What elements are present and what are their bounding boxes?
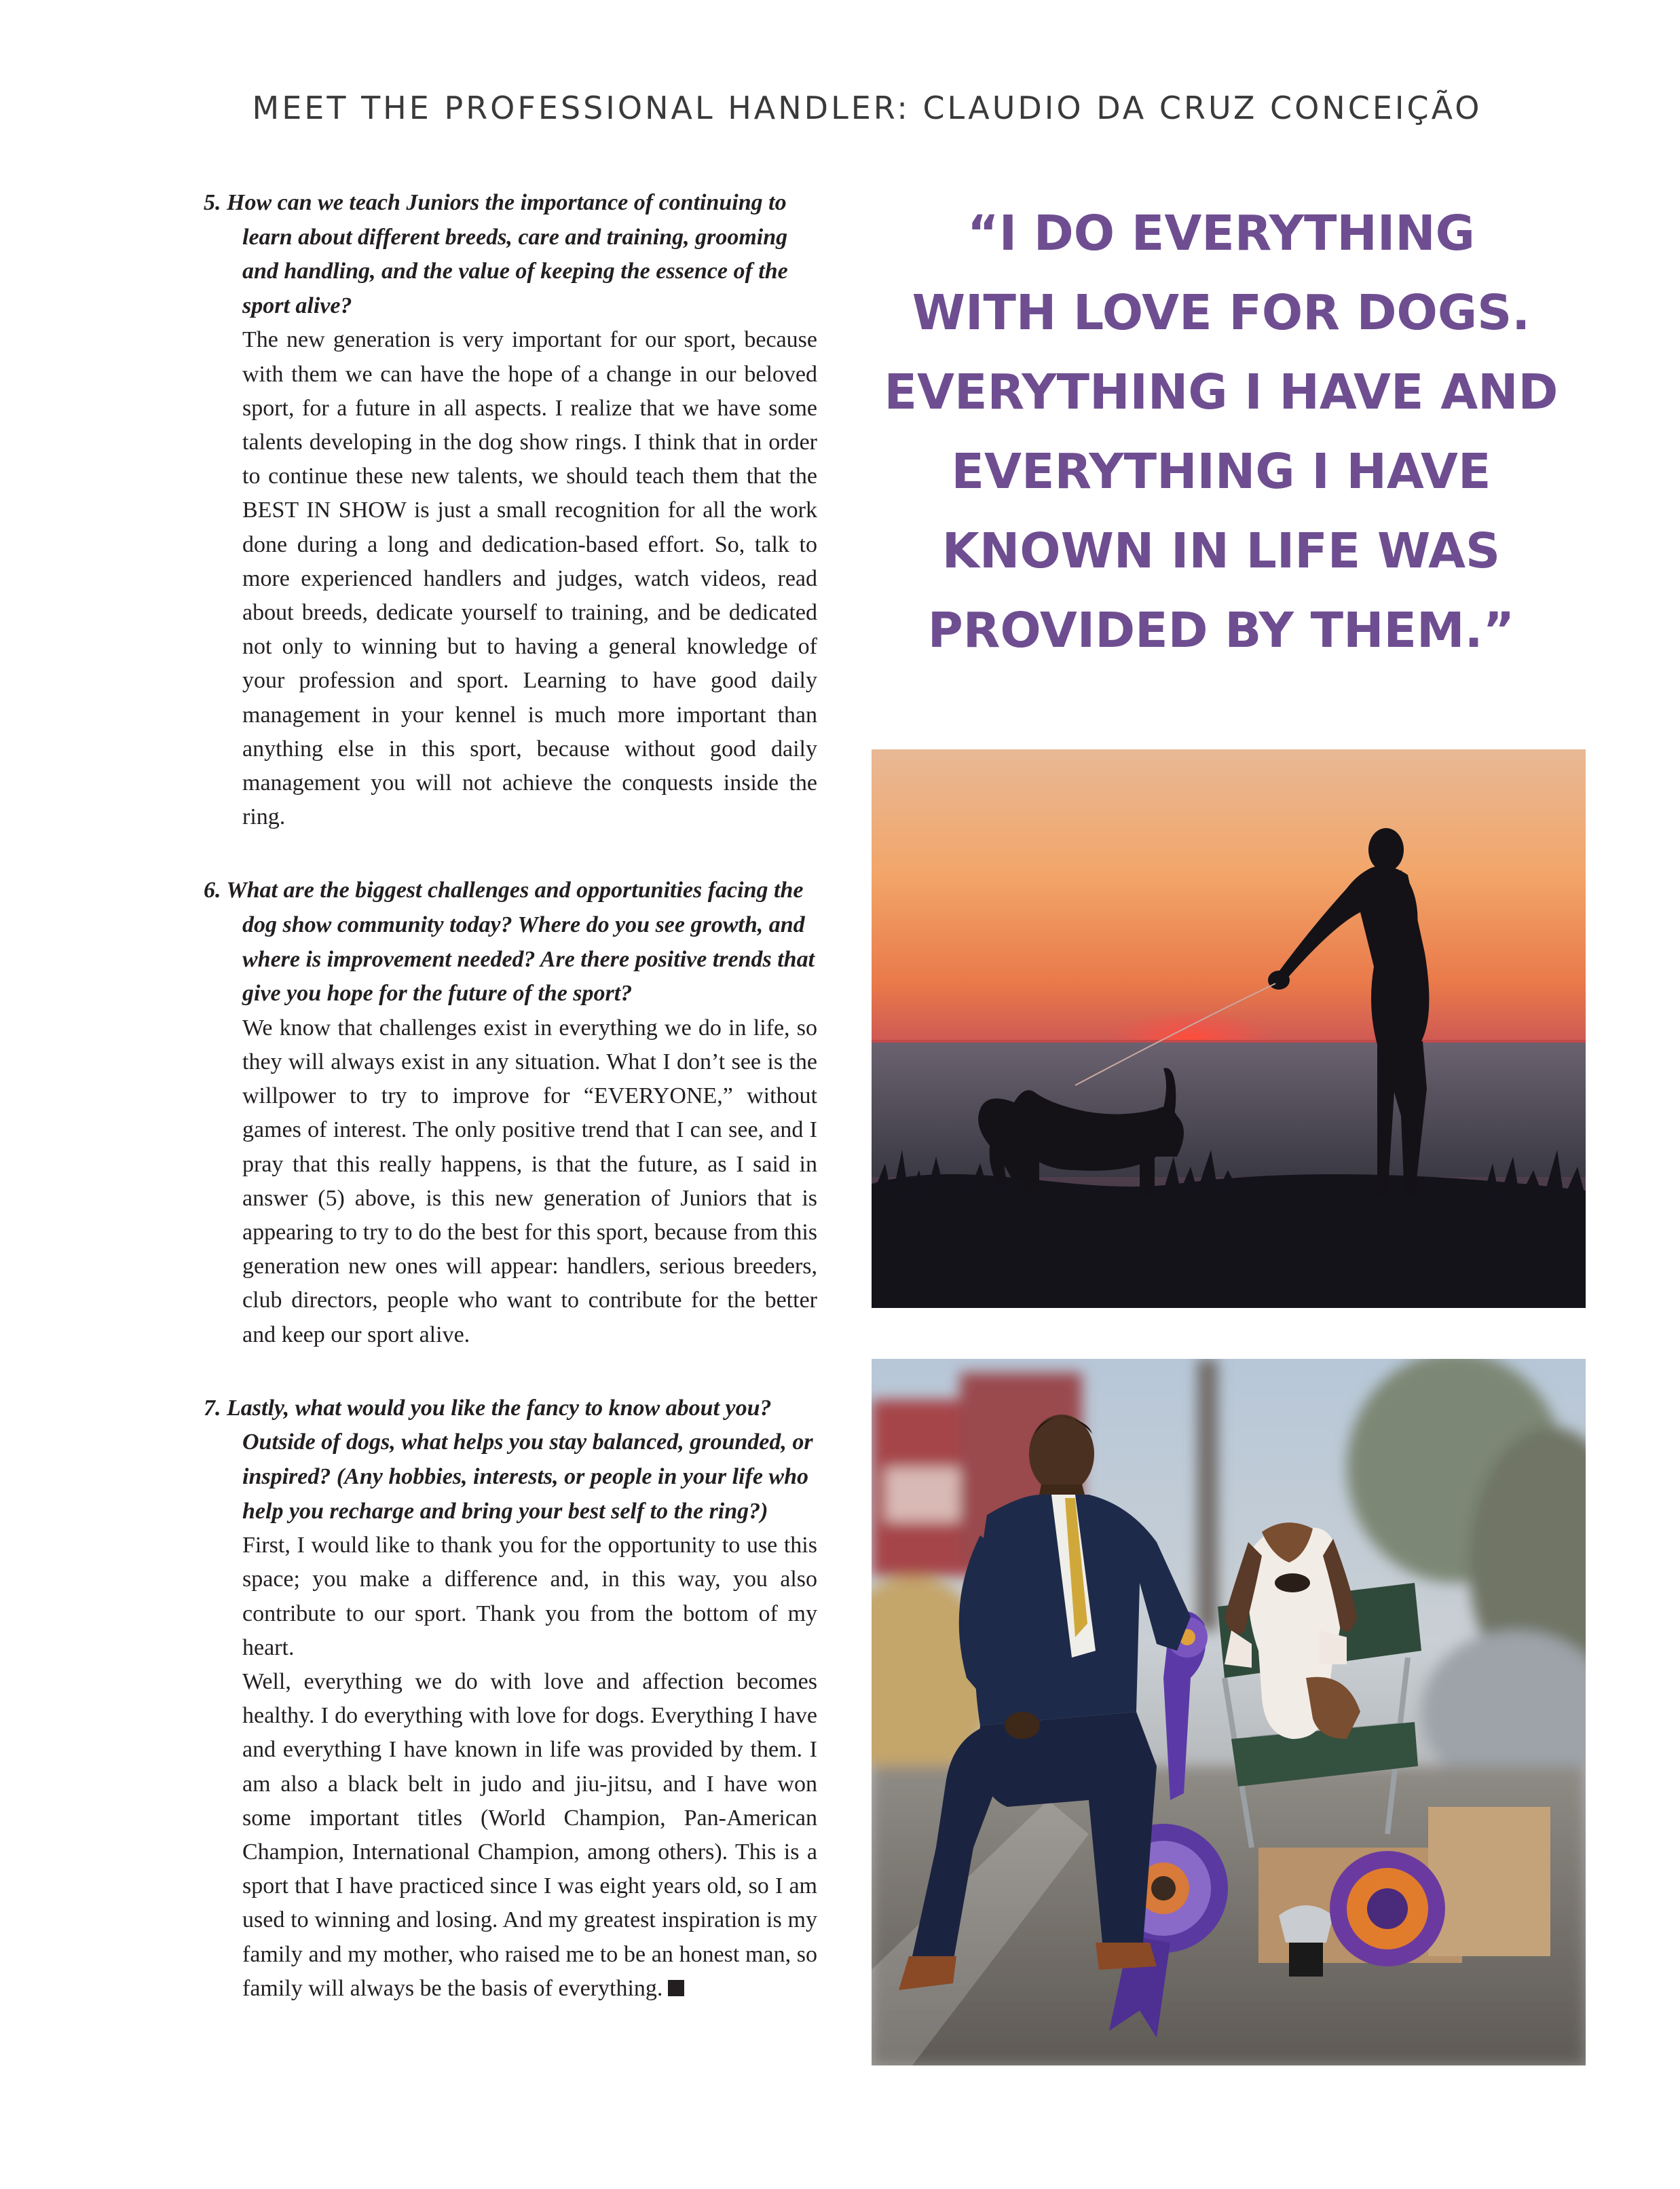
qa-item-6 [204,874,817,1351]
qa-item-5 [204,186,817,834]
pull-quote [872,193,1571,670]
pull-quote-line: EVERYTHING I HAVE [951,443,1491,500]
handler-with-basset-hound-photo [872,1359,1586,2065]
answer-5-paragraph-1: The new generation is very important for our sport, because with them we can have the hope of a change in our beloved sport, for a future in all aspects. I realize that we have some talents developing in the dog show rings. I think that in order to continue these new talents, we should teach them that the BEST IN SHOW is just a small recognition for all the work done during a long and dedication-based effort. So, talk to more experienced handlers and judges, watch videos, read about breeds, dedicate yourself to training, and be dedicated not only to winning but to having a general knowledge of your profession and sport. Learning to have good daily management in your kennel is much more important than anything else in this sport, because without good daily management you will not achieve the conquests inside the ring. [242,327,817,830]
page-header: MEET THE PROFESSIONAL HANDLER: CLAUDIO DA CRUZ CONCEIÇÃO [252,90,1482,126]
interview-column [204,186,817,2006]
pull-quote-line: KNOWN IN LIFE WAS [941,523,1501,579]
question-7: 7. Lastly, what would you like the fancy to know about you? Outside of dogs, what helps you stay balanced, grounded, or inspired? (Any hobbies, interests, or people in your life who help you recharge and bring your best self to the ring?) [204,1395,813,1524]
question-6: 6. What are the biggest challenges and opportunities facing the dog show community today? Where do you see growth, and where is improvement needed? Are there positive trends that give you hope for the future of the sport? [204,878,815,1007]
answer-6-paragraph-1: We know that challenges exist in everything we do in life, so they will always exist in any situation. What I don’t see is the willpower to try to improve for “EVERYONE,” without games of interest. The only positive trend that I can see, and I pray that this really happens, is that the future, as I said in answer (5) above, is this new generation of Juniors that is appearing to try to do the best for this sport, because from this generation new ones will appear: handlers, serious breeders, club directors, people who want to contribute for the better and keep our sport alive. [242,1015,817,1347]
pull-quote-line: “I DO EVERYTHING [967,205,1475,261]
qa-item-7 [204,1391,817,2006]
end-of-article-mark [668,1980,684,1996]
sunset-silhouette-photo [872,749,1586,1308]
answer-7-paragraph-1: First, I would like to thank you for the opportunity to use this space; you make a difference and, in this way, you also contribute to our sport. Thank you from the bottom of my heart. [242,1533,817,1660]
answer-7-paragraph-2-text: Well, everything we do with love and affection becomes healthy. I do everything with love for dogs. Everything I have and everything I have known in life was provided by them. I am also a black belt in judo and jiu-jitsu, and I have won some important titles (World Champion, Pan-American Champion, International Champion, among others). This is a sport that I have practiced since I was eight years old, so I am used to winning and losing. And my greatest inspiration is my family and my mother, who raised me to be an honest man, so family will always be the basis of everything. [242,1669,817,2001]
pull-quote-line: WITH LOVE FOR DOGS. [912,284,1531,341]
pull-quote-line: EVERYTHING I HAVE AND [884,364,1558,420]
pull-quote-line: PROVIDED BY THEM.” [927,602,1515,658]
answer-7-paragraph-2 [204,1665,817,2006]
question-5: 5. How can we teach Juniors the importance of continuing to learn about different breeds, care and training, grooming and handling, and the value of keeping the essence of the sport alive? [204,190,788,318]
